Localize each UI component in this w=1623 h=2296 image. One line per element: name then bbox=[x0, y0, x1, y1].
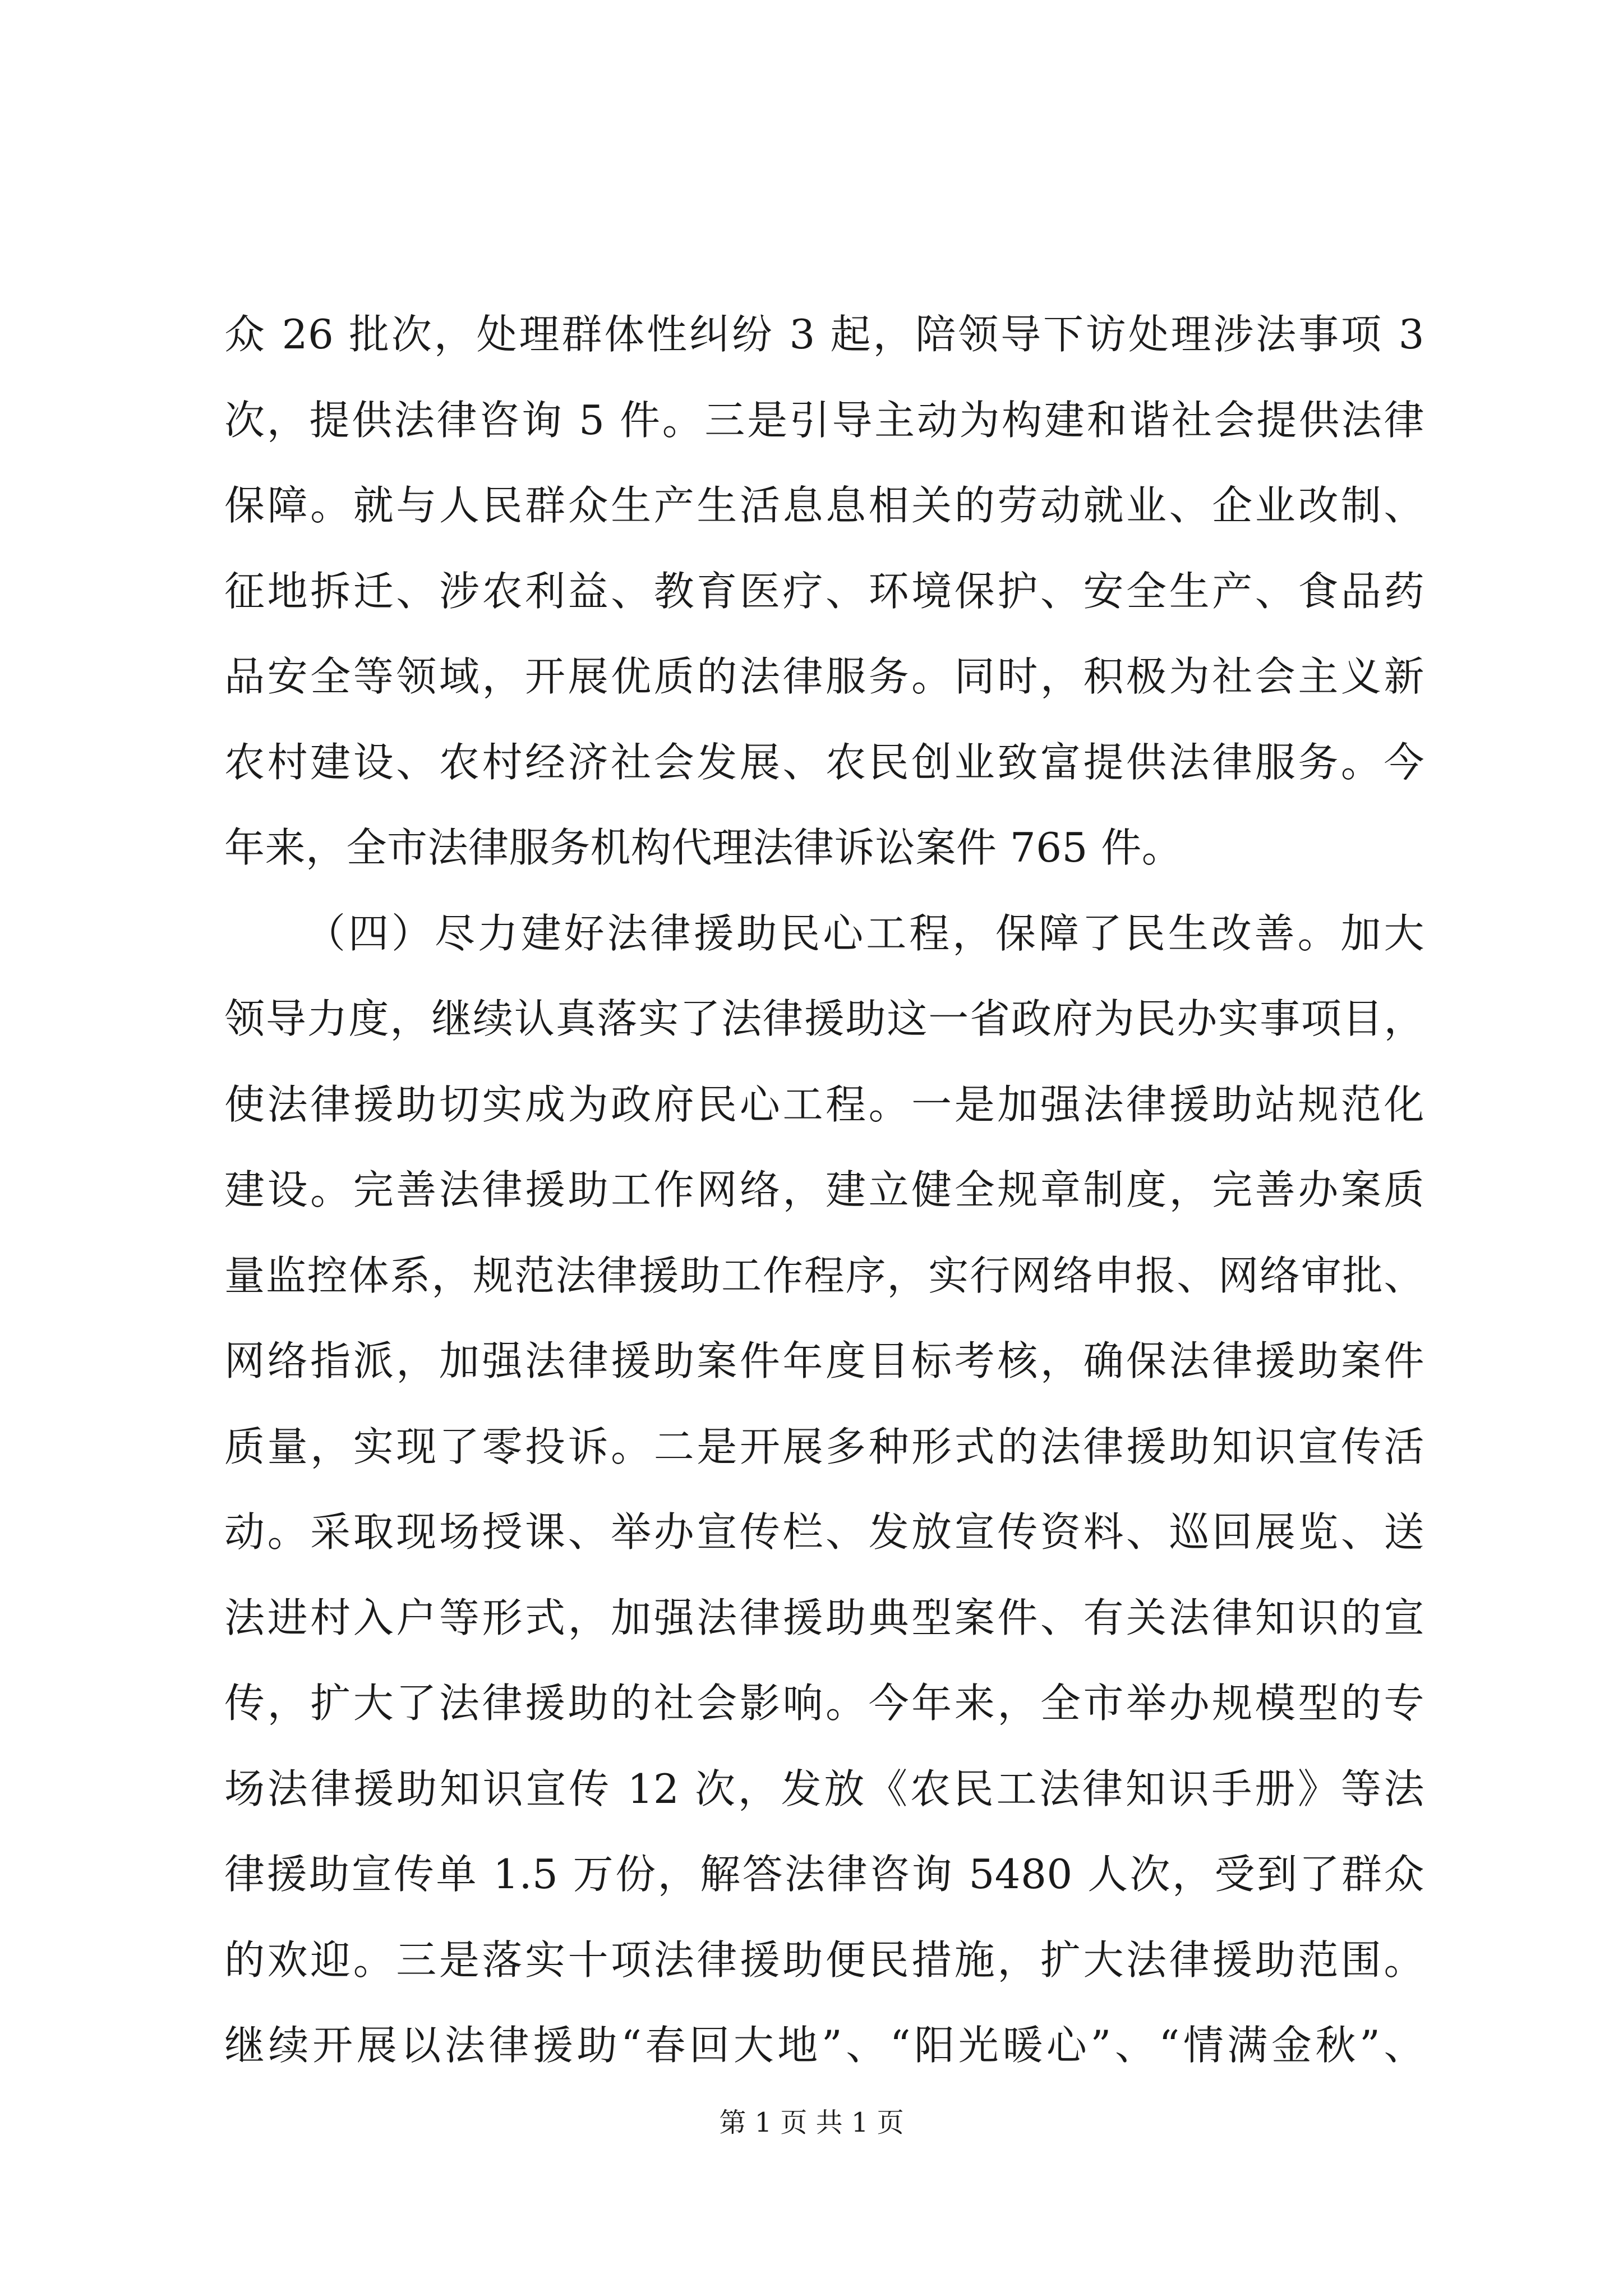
text-line: 律援助宣传单 1.5 万份，解答法律咨询 5480 人次，受到了群众 bbox=[224, 1851, 1424, 1898]
page-number-label: 第 1 页 共 1 页 bbox=[719, 2107, 904, 2138]
text-line: 继续开展以法律援助“春回大地”、“阳光暖心”、“情满金秋”、 bbox=[224, 2022, 1424, 2069]
text-line: 传，扩大了法律援助的社会影响。今年来，全市举办规模型的专 bbox=[224, 1680, 1424, 1727]
text-line: 领导力度，继续认真落实了法律援助这一省政府为民办实事项目， bbox=[224, 995, 1424, 1042]
text-line: 征地拆迁、涉农利益、教育医疗、环境保护、安全生产、食品药 bbox=[224, 567, 1424, 615]
text-line: 的欢迎。三是落实十项法律援助便民措施，扩大法律援助范围。 bbox=[224, 1936, 1424, 1984]
text-line: 次，提供法律咨询 5 件。三是引导主动为构建和谐社会提供法律 bbox=[224, 396, 1424, 444]
body-text bbox=[224, 292, 1424, 2088]
text-line: 使法律援助切实成为政府民心工程。一是加强法律援助站规范化 bbox=[224, 1080, 1424, 1128]
page-footer bbox=[0, 2101, 1623, 2139]
text-line: 量监控体系，规范法律援助工作程序，实行网络申报、网络审批、 bbox=[224, 1251, 1424, 1299]
text-line: 网络指派，加强法律援助案件年度目标考核，确保法律援助案件 bbox=[224, 1337, 1424, 1384]
text-line: 建设。完善法律援助工作网络，建立健全规章制度，完善办案质 bbox=[224, 1166, 1424, 1213]
text-line: 保障。就与人民群众生产生活息息相关的劳动就业、企业改制、 bbox=[224, 482, 1424, 529]
text-line: 质量，实现了零投诉。二是开展多种形式的法律援助知识宣传活 bbox=[224, 1423, 1424, 1470]
text-line: 法进村入户等形式，加强法律援助典型案件、有关法律知识的宣 bbox=[224, 1594, 1424, 1641]
text-line: 品安全等领域，开展优质的法律服务。同时，积极为社会主义新 bbox=[224, 653, 1424, 700]
text-line: 众 26 批次，处理群体性纠纷 3 起，陪领导下访处理涉法事项 3 bbox=[224, 311, 1424, 358]
paragraph-first-line: （四）尽力建好法律援助民心工程，保障了民生改善。加大 bbox=[305, 909, 1424, 957]
text-line: 场法律援助知识宣传 12 次，发放《农民工法律知识手册》等法 bbox=[224, 1765, 1424, 1812]
text-line: 年来，全市法律服务机构代理法律诉讼案件 765 件。 bbox=[224, 824, 1183, 871]
text-line: 农村建设、农村经济社会发展、农民创业致富提供法律服务。今 bbox=[224, 738, 1424, 786]
text-line: 动。采取现场授课、举办宣传栏、发放宣传资料、巡回展览、送 bbox=[224, 1508, 1424, 1556]
